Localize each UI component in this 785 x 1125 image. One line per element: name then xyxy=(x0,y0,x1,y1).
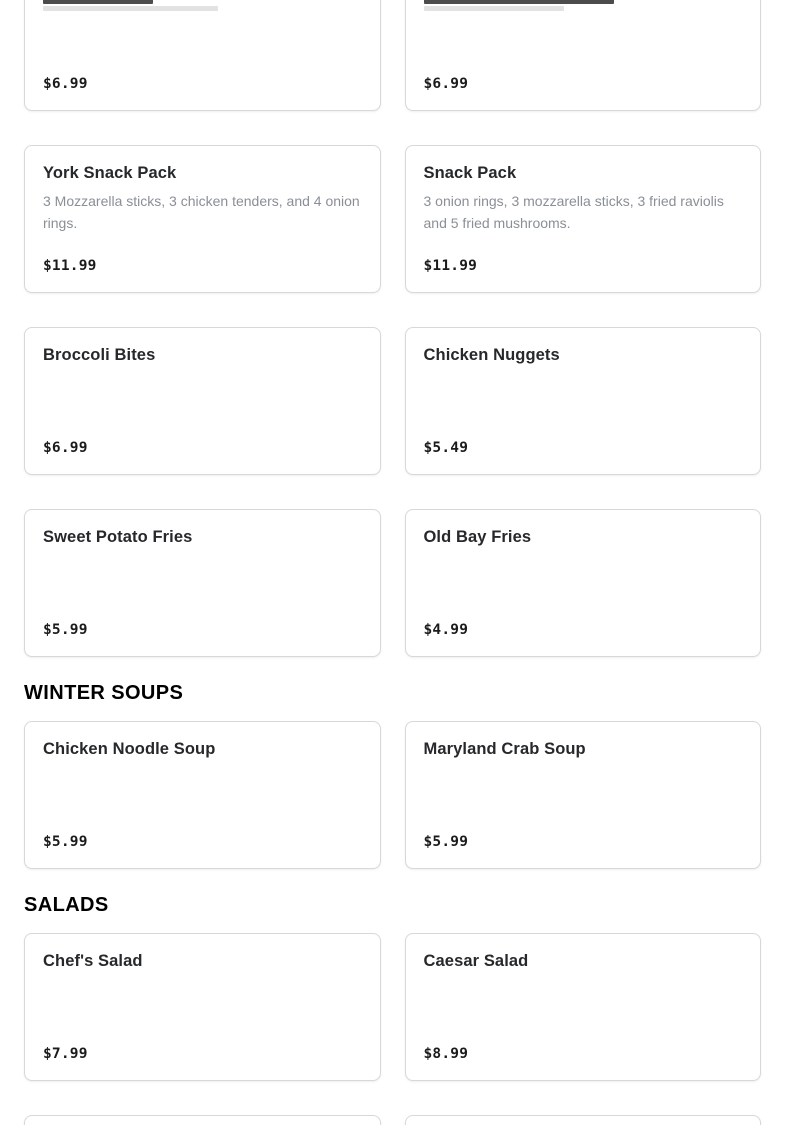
item-name: Old Bay Fries xyxy=(423,528,532,546)
item-name: Caesar Salad xyxy=(423,952,529,970)
item-price: $6.99 xyxy=(43,76,88,92)
menu-section-salads xyxy=(24,933,761,1125)
item-price: $5.99 xyxy=(43,834,88,850)
clipped-item-description-remnant xyxy=(43,6,218,11)
item-name: Sweet Potato Fries xyxy=(43,528,193,546)
menu-section-winter-soups xyxy=(24,721,761,869)
item-price: $5.99 xyxy=(423,834,469,850)
section-heading-salads: SALADS xyxy=(24,894,109,916)
item-price: $6.99 xyxy=(423,76,469,92)
item-name: Maryland Crab Soup xyxy=(423,740,586,758)
clipped-item-name-remnant xyxy=(43,0,153,4)
item-name: Snack Pack xyxy=(423,164,517,182)
item-price: $8.99 xyxy=(423,1046,469,1062)
item-name: Chicken Nuggets xyxy=(423,346,560,364)
menu-card-chicken-noodle-soup[interactable] xyxy=(24,721,381,869)
item-description: 3 onion rings, 3 mozzarella sticks, 3 fried raviolis and 5 fried mushrooms. xyxy=(423,193,724,231)
item-price: $11.99 xyxy=(43,258,97,274)
section-heading-winter-soups: WINTER SOUPS xyxy=(24,682,184,704)
menu-card-clipped-bottom[interactable] xyxy=(24,1115,381,1125)
item-price: $5.49 xyxy=(423,440,469,456)
item-description: 3 Mozzarella sticks, 3 chicken tenders, and 4 onion rings. xyxy=(43,193,360,231)
menu-card-broccoli-bites[interactable] xyxy=(24,327,381,475)
item-price: $6.99 xyxy=(43,440,88,456)
item-price: $4.99 xyxy=(423,622,469,638)
menu-card-york-snack-pack[interactable] xyxy=(24,145,381,293)
item-price: $11.99 xyxy=(423,258,478,274)
menu-card-sweet-potato-fries[interactable] xyxy=(24,509,381,657)
menu-card-chicken-nuggets[interactable] xyxy=(405,327,762,475)
menu-card-clipped-top[interactable] xyxy=(24,0,381,111)
clipped-item-name-remnant xyxy=(424,0,614,4)
menu-card-clipped-bottom[interactable] xyxy=(405,1115,762,1125)
item-name: York Snack Pack xyxy=(43,164,177,182)
menu-section-appetizers xyxy=(24,0,761,657)
menu-card-old-bay-fries[interactable] xyxy=(405,509,762,657)
item-price: $5.99 xyxy=(43,622,88,638)
menu-card-maryland-crab-soup[interactable] xyxy=(405,721,762,869)
item-name: Broccoli Bites xyxy=(43,346,156,364)
item-name: Chicken Noodle Soup xyxy=(43,740,216,758)
menu-card-clipped-top[interactable] xyxy=(405,0,762,111)
menu-card-caesar-salad[interactable] xyxy=(405,933,762,1081)
clipped-item-description-remnant xyxy=(424,6,564,11)
menu-card-snack-pack[interactable] xyxy=(405,145,762,293)
item-name: Chef's Salad xyxy=(43,952,143,970)
menu-card-chefs-salad[interactable] xyxy=(24,933,381,1081)
item-price: $7.99 xyxy=(43,1046,88,1062)
